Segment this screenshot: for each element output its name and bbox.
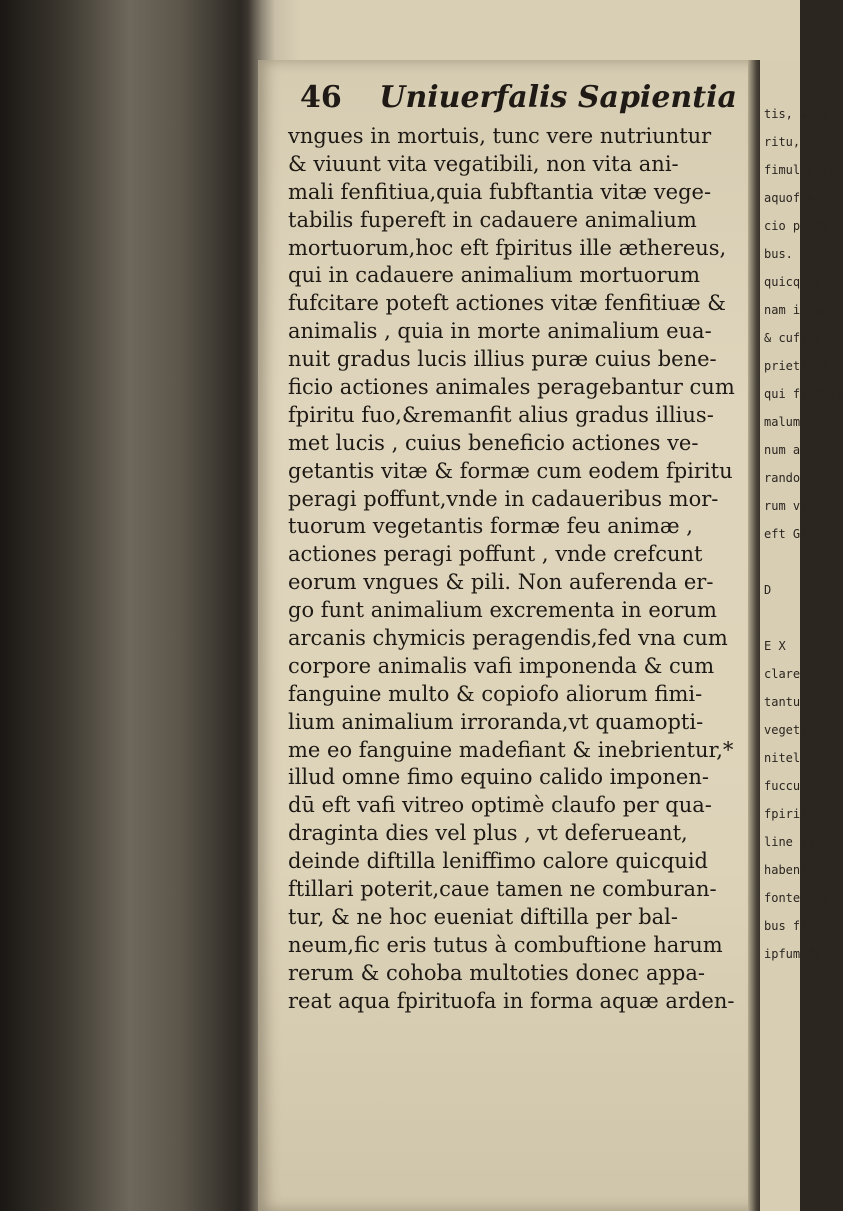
adjacent-page-fragment xyxy=(764,548,800,576)
adjacent-page-fragment: bus faci xyxy=(764,919,822,933)
adjacent-page-fragment: nam in an xyxy=(764,303,830,317)
text-line: ficio actiones animales peragebantur cum xyxy=(288,375,735,400)
text-line: tuorum vegetantis formæ feu animæ , xyxy=(288,514,693,539)
text-line: qui in cadauere animalium mortuorum xyxy=(288,263,701,288)
text-line: vngues in mortuis, tunc vere nutriuntur xyxy=(288,124,712,148)
adjacent-page-fragment: eft Gra xyxy=(764,527,815,541)
text-line: fanguine multo & copiofo aliorum fimi- xyxy=(288,681,703,706)
adjacent-page-fragment: aquofum xyxy=(764,191,815,205)
adjacent-page-fragment: & cuftodi xyxy=(764,331,830,345)
page-number: 46 xyxy=(300,80,342,115)
adjacent-page-fragment: num ad xyxy=(764,443,808,457)
text-line: tur, & ne hoc eueniat diftilla per bal- xyxy=(288,904,678,929)
text-line: fufcitare poteft actiones vitæ fenfitiuæ & xyxy=(288,291,726,316)
adjacent-page-fragment: habent xyxy=(764,863,808,877)
text-line: ftillari poterit,caue tamen ne comburan- xyxy=(288,877,717,902)
adjacent-page-text xyxy=(760,60,843,968)
adjacent-page-fragment: ipfum fe xyxy=(764,947,822,961)
adjacent-page-fragment: fpiritu il xyxy=(764,807,837,821)
adjacent-page-edge xyxy=(760,60,843,1211)
text-line: getantis vitæ & formæ cum eodem fpiritu xyxy=(288,458,733,483)
adjacent-page-fragment xyxy=(764,604,800,632)
text-line: arcanis chymicis peragendis,fed vna cum xyxy=(288,626,728,651)
text-line: corpore animalis vafi imponenda & cum xyxy=(288,653,715,678)
text-line: reat aqua fpirituofa in forma aquæ arden- xyxy=(288,988,735,1013)
page-header xyxy=(300,80,750,115)
adjacent-page-fragment: cio perfe xyxy=(764,219,830,233)
text-line: met lucis , cuius beneficio actiones ve- xyxy=(288,430,699,455)
text-line: nuit gradus lucis illius puræ cuius bene- xyxy=(288,347,717,372)
adjacent-page-fragment: malum xyxy=(764,415,801,429)
adjacent-page-fragment: vegetant xyxy=(764,723,822,737)
text-line: me eo fanguine madefiant & inebrientur,* xyxy=(288,737,734,762)
text-line: deinde diftilla leniffimo calore quicquid xyxy=(288,849,708,874)
adjacent-page-fragment: quicquid xyxy=(764,275,822,289)
text-line: & viuunt vita vegatibili, non vita ani- xyxy=(288,151,679,176)
text-line: actiones peragi poffunt , vnde crefcunt xyxy=(288,542,703,567)
running-title: Uniuerfalis Sapientia xyxy=(379,80,737,115)
adjacent-page-fragment: clare xyxy=(764,667,801,681)
adjacent-page-fragment: prietates, xyxy=(764,359,837,373)
adjacent-page-fragment: ritu, qu xyxy=(764,135,822,149)
adjacent-page-fragment: qui fi fixe xyxy=(764,387,843,401)
body-text xyxy=(288,123,738,1016)
adjacent-page-fragment: fuccus xyxy=(764,779,808,793)
adjacent-page-fragment: fimul circ xyxy=(764,163,837,177)
adjacent-page-fragment: bus. Hæ xyxy=(764,247,815,261)
text-line: mortuorum,hoc eft fpiritus ille æthereus, xyxy=(288,235,727,260)
text-line: mali fenfitiua,quia fubftantia vitæ vege- xyxy=(288,179,712,204)
text-line: eorum vngues & pili. Non auferenda er- xyxy=(288,570,714,595)
text-line: draginta dies vel plus , vt deferueant, xyxy=(288,821,688,846)
text-line: dū eft vafi vitreo optimè claufo per qua- xyxy=(288,793,712,818)
text-line: illud omne fimo equino calido imponen- xyxy=(288,765,709,790)
adjacent-page-fragment: tis, & Sa xyxy=(764,107,830,121)
text-line: go funt animalium excrementa in eorum xyxy=(288,598,717,623)
text-line: rerum & cohoba multoties donec appa- xyxy=(288,960,705,985)
adjacent-page-fragment: D xyxy=(764,583,772,597)
adjacent-page-fragment: E X xyxy=(764,639,786,653)
adjacent-page-fragment: line illo xyxy=(764,835,830,849)
adjacent-page-fragment: fonte ill xyxy=(764,891,830,905)
text-line: fpiritu fuo,&remanfit alius gradus illius- xyxy=(288,402,714,427)
text-line: neum,fic eris tutus à combuftione harum xyxy=(288,932,723,957)
adjacent-page-fragment: tantum xyxy=(764,695,808,709)
text-line: peragi poffunt,vnde in cadaueribus mor- xyxy=(288,486,719,511)
text-line: tabilis fupereft in cadauere animalium xyxy=(288,207,697,232)
adjacent-page-fragment: nitelus xyxy=(764,751,815,765)
text-line: lium animalium irroranda,vt quamopti- xyxy=(288,709,704,734)
adjacent-page-fragment: rando, xyxy=(764,471,808,485)
text-line: animalis , quia in morte animalium eua- xyxy=(288,319,712,344)
adjacent-page-fragment: rum vti xyxy=(764,499,815,513)
